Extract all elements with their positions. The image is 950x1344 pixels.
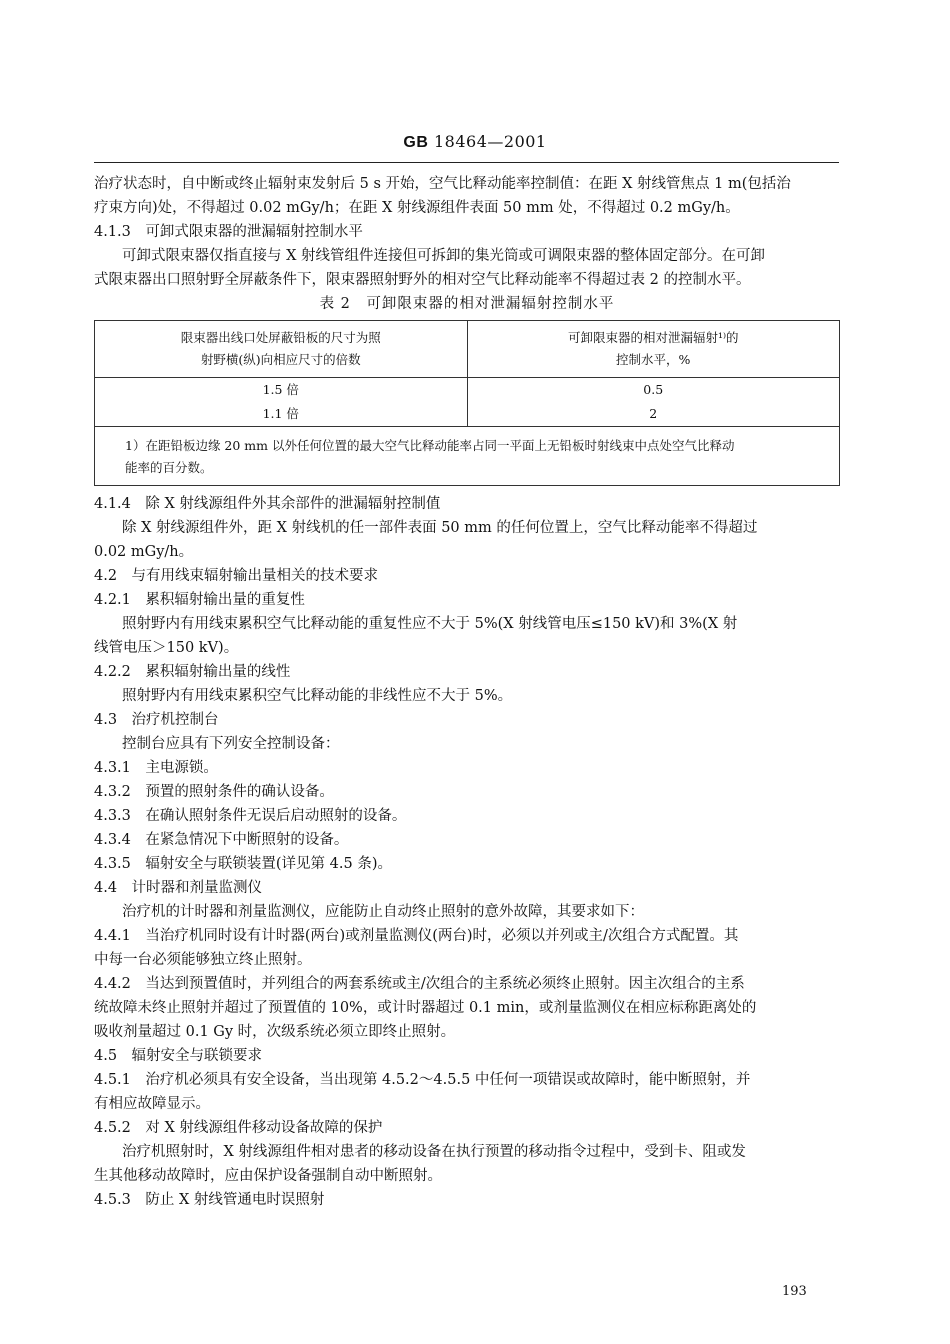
leakage-table: [94, 320, 840, 486]
note-line1: 1）在距铅板边缘 20 mm 以外任何位置的最大空气比释动能率占同一平面上无铅板时射线束中点处空气比释动: [125, 438, 735, 453]
note-line2: 能率的百分数。: [125, 460, 213, 475]
text-line: 4.3 治疗机控制台: [94, 712, 219, 728]
col1-header-line1: 限束器出线口处屏蔽铅板的尺寸为照: [180, 330, 381, 345]
col2-header: [467, 321, 840, 378]
top-paragraphs: [94, 172, 840, 292]
text-line: 吸收剂量超过 0.1 Gy 时，次级系统必须立即终止照射。: [94, 1024, 456, 1040]
table-row: [95, 402, 840, 427]
multiple-cell: 1.1 倍: [95, 402, 468, 427]
text-line: 疗束方向)处，不得超过 0.02 mGy/h；在距 X 射线源组件表面 50 mm 处，不得超过 0.2 mGy/h。: [94, 200, 740, 216]
table-row: [95, 378, 840, 403]
col2-header-line1: 可卸限束器的相对泄漏辐射¹⁾的: [567, 330, 739, 345]
text-line: 4.2.2 累积辐射输出量的线性: [94, 664, 291, 680]
multiple-cell: 1.5 倍: [95, 378, 468, 403]
document-body: [94, 172, 840, 1212]
text-line: 照射野内有用线束累积空气比释动能的非线性应不大于 5%。: [122, 688, 513, 704]
table-note-row: [95, 427, 840, 486]
page-number: 193: [782, 1284, 807, 1299]
text-line: 治疗状态时，自中断或终止辐射束发射后 5 s 开始，空气比释动能率控制值：在距 X 射线管焦点 1 m(包括治: [94, 176, 791, 192]
text-line: 4.4 计时器和剂量监测仪: [94, 880, 263, 896]
table-header-row: [95, 321, 840, 378]
text-line: 4.3.5 辐射安全与联锁装置(详见第 4.5 条)。: [94, 856, 392, 872]
standard-prefix: GB: [403, 134, 429, 151]
standard-code: 18464—2001: [433, 132, 547, 151]
col1-header-line2: 射野横(纵)向相应尺寸的倍数: [200, 352, 361, 367]
header-rule: [94, 162, 839, 163]
table-note: [95, 427, 840, 486]
text-line: 4.3.4 在紧急情况下中断照射的设备。: [94, 832, 349, 848]
text-line: 4.3.3 在确认照射条件无误后启动照射的设备。: [94, 808, 407, 824]
text-line: 4.4.2 当达到预置值时，并列组合的两套系统或主/次组合的主系统必须终止照射。因主次组合的主系: [94, 976, 745, 992]
col2-header-line2: 控制水平，%: [616, 352, 691, 367]
text-line: 4.5.1 治疗机必须具有安全设备，当出现第 4.5.2～4.5.5 中任何一项错误或故障时，能中断照射，并: [94, 1072, 751, 1088]
text-line: 除 X 射线源组件外，距 X 射线机的任一部件表面 50 mm 的任何位置上，空气比释动能率不得超过: [122, 520, 758, 536]
text-line: 可卸式限束器仅指直接与 X 射线管组件连接但可拆卸的集光筒或可调限束器的整体固定部分。在可卸: [122, 248, 766, 264]
text-line: 线管电压＞150 kV)。: [94, 640, 239, 656]
text-line: 4.2 与有用线束辐射输出量相关的技术要求: [94, 568, 379, 584]
level-cell: 0.5: [467, 378, 840, 403]
text-line: 中每一台必须能够独立终止照射。: [94, 952, 312, 968]
text-line: 4.2.1 累积辐射输出量的重复性: [94, 592, 305, 608]
text-line: 4.3.2 预置的照射条件的确认设备。: [94, 784, 334, 800]
text-line: 有相应故障显示。: [94, 1096, 210, 1112]
level-cell: 2: [467, 402, 840, 427]
text-line: 照射野内有用线束累积空气比释动能的重复性应不大于 5%(X 射线管电压≤150 kV)和 3%(X 射: [122, 616, 738, 632]
text-line: 4.1.4 除 X 射线源组件外其余部件的泄漏辐射控制值: [94, 496, 441, 512]
bottom-paragraphs: [94, 492, 840, 1212]
text-line: 4.5.2 对 X 射线源组件移动设备故障的保护: [94, 1120, 383, 1136]
text-line: 4.4.1 当治疗机同时设有计时器(两台)或剂量监测仪(两台)时，必须以并列或主/次组合方式配置。其: [94, 928, 739, 944]
text-line: 治疗机的计时器和剂量监测仪，应能防止自动终止照射的意外故障，其要求如下：: [122, 904, 644, 920]
text-line: 生其他移动故障时，应由保护设备强制自动中断照射。: [94, 1168, 442, 1184]
text-line: 控制台应具有下列安全控制设备：: [122, 736, 340, 752]
text-line: 4.1.3 可卸式限束器的泄漏辐射控制水平: [94, 224, 363, 240]
text-line: 4.3.1 主电源锁。: [94, 760, 218, 776]
text-line: 0.02 mGy/h。: [94, 544, 194, 560]
table-caption: 表 2 可卸限束器的相对泄漏辐射控制水平: [319, 296, 615, 312]
col1-header: [95, 321, 468, 378]
page-header: [0, 132, 950, 152]
text-line: 4.5.3 防止 X 射线管通电时误照射: [94, 1192, 325, 1208]
text-line: 治疗机照射时，X 射线源组件相对患者的移动设备在执行预置的移动指令过程中，受到卡、阻或发: [122, 1144, 746, 1160]
text-line: 统故障未终止照射并超过了预置值的 10%，或计时器超过 0.1 min，或剂量监测仪在相应标称距离处的: [94, 1000, 757, 1016]
text-line: 式限束器出口照射野全屏蔽条件下，限束器照射野外的相对空气比释动能率不得超过表 2 的控制水平。: [94, 272, 751, 288]
text-line: 4.5 辐射安全与联锁要求: [94, 1048, 263, 1064]
